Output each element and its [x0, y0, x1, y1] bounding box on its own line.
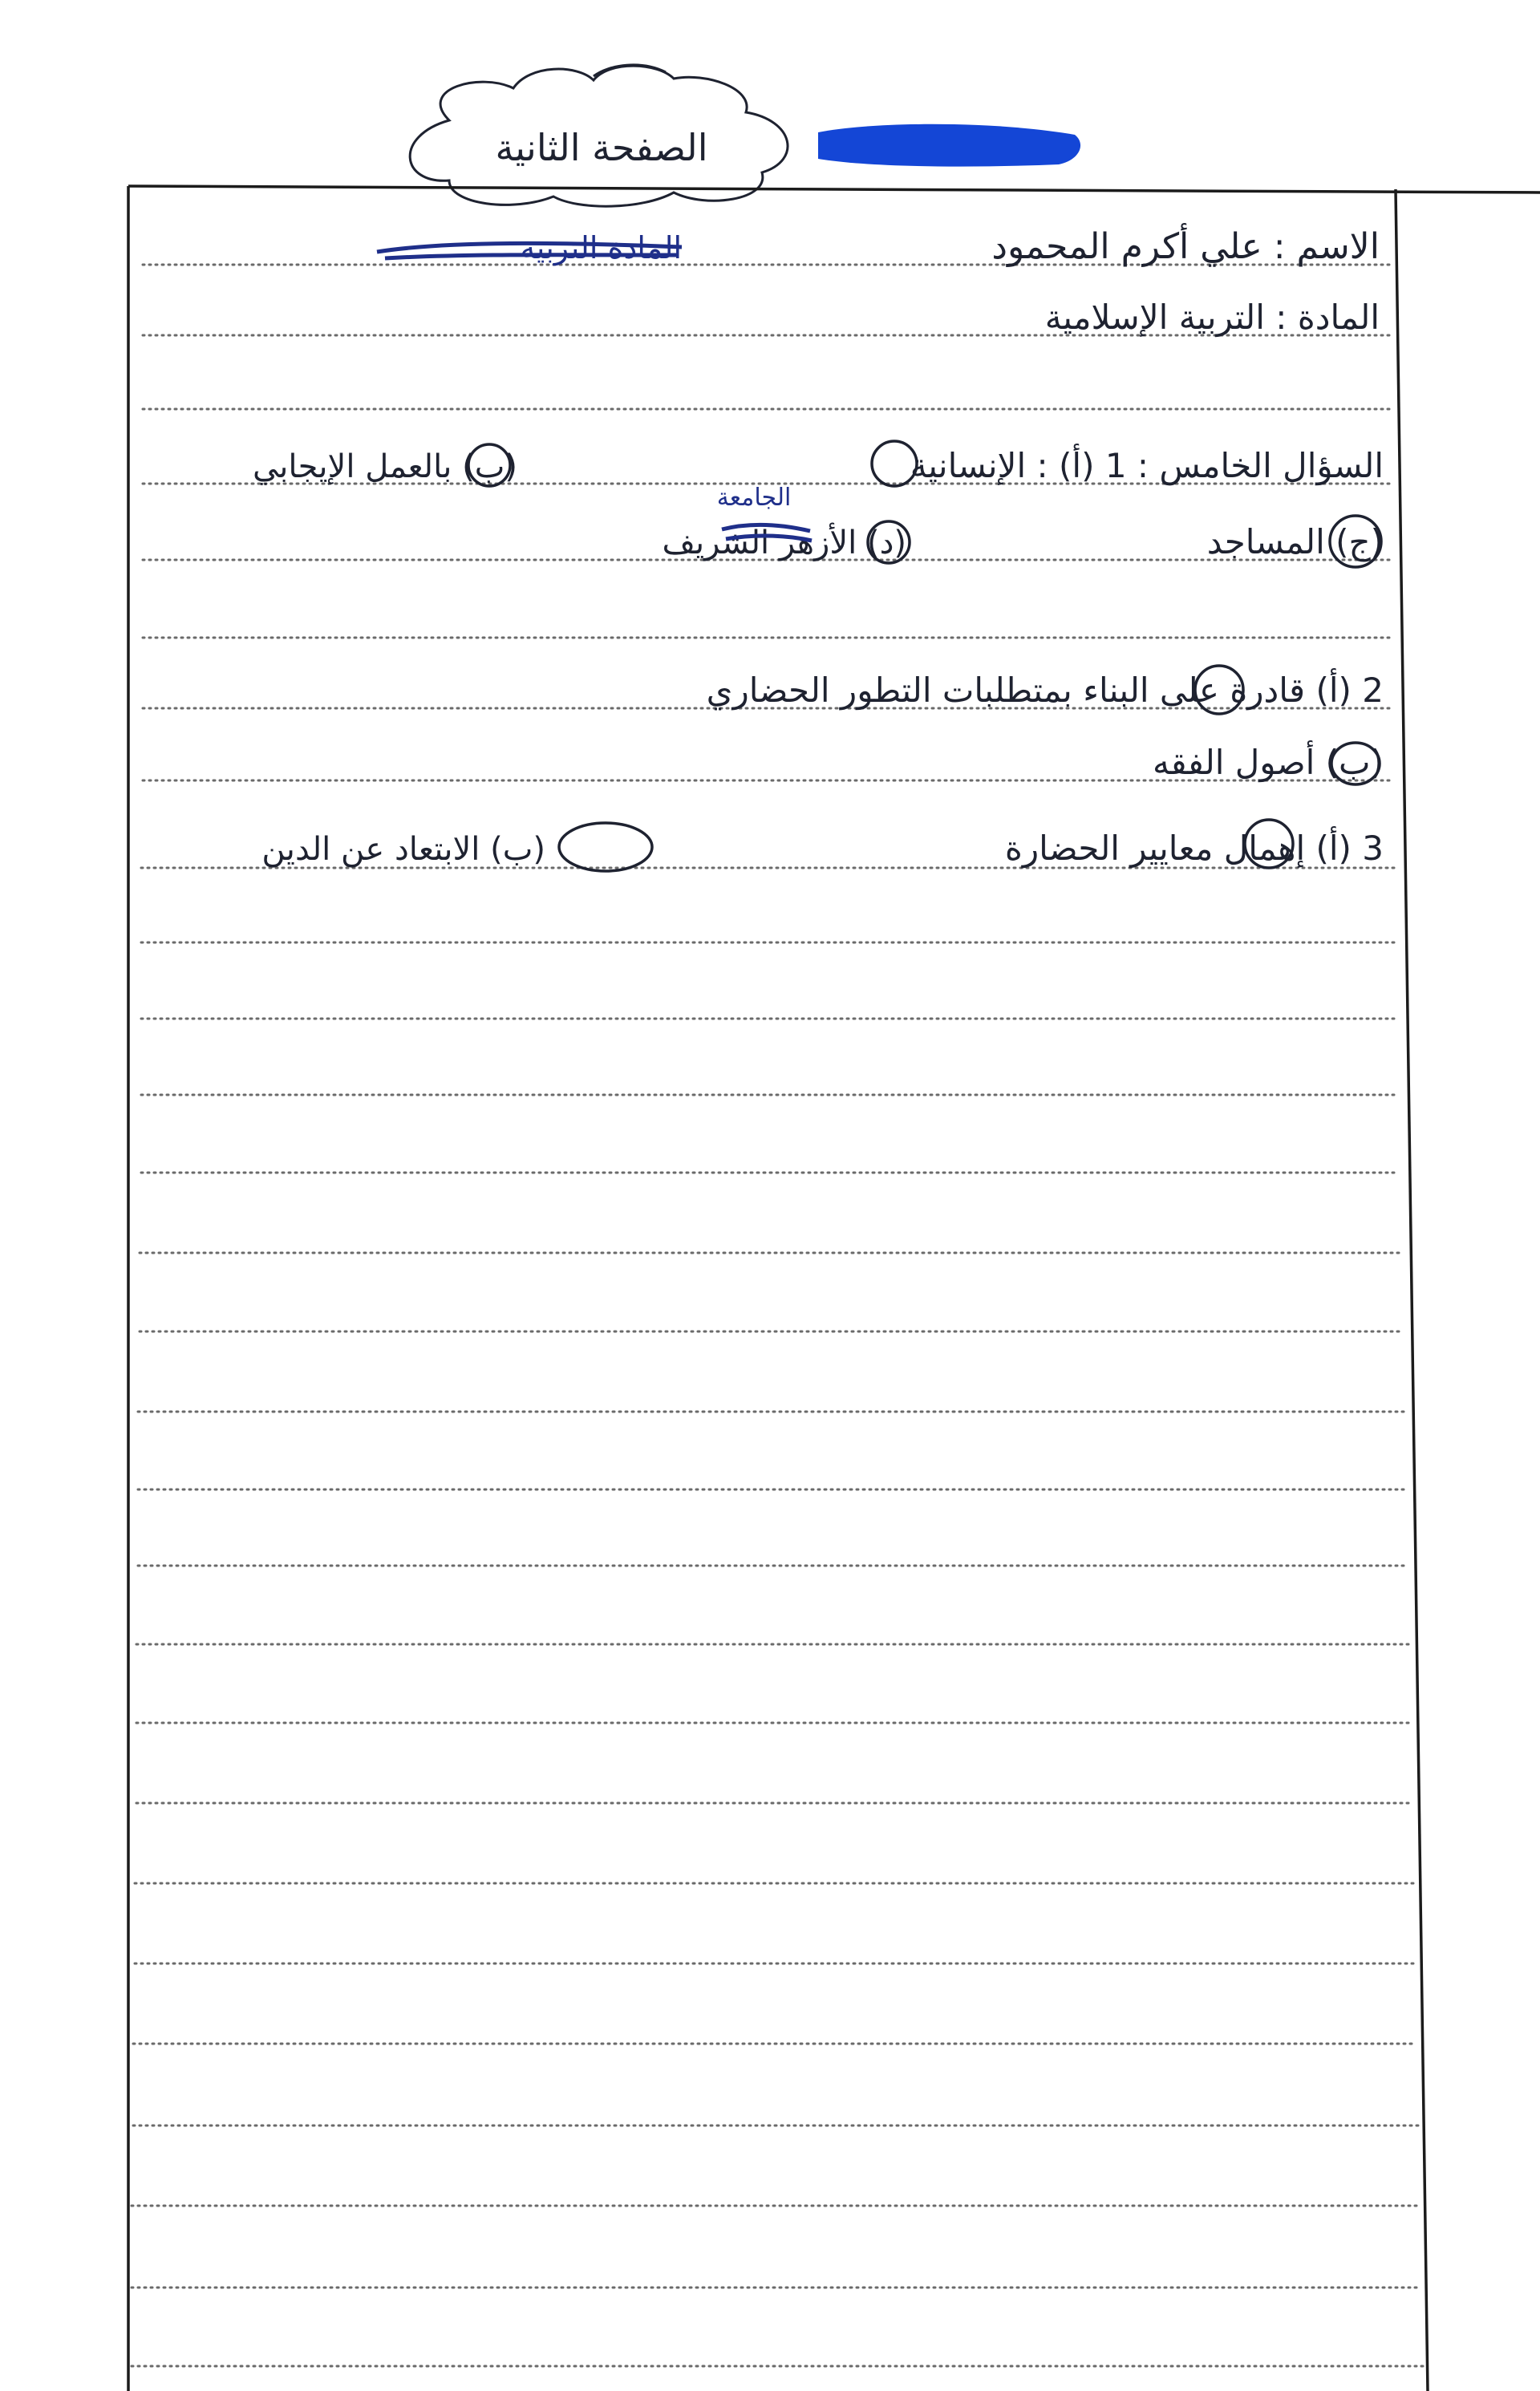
q5-line2: (ج) المساجد: [1206, 522, 1384, 561]
q5-line2-choice-d: (د) الأزهر الشريف: [662, 525, 906, 561]
student-name-line: الاسم : علي أكرم المحمود: [991, 226, 1380, 267]
page-header: الصفحة الثانية: [495, 126, 708, 169]
q5-line1: السؤال الخامس : 1 (أ) : الإنسانية: [910, 446, 1384, 485]
q5-part3: 3 (أ) إهمال معايير الحضارة: [1004, 829, 1384, 868]
frame-top: [128, 186, 1540, 192]
frame-right: [1396, 189, 1428, 2391]
struck-out-text: المادة التربية: [520, 230, 682, 265]
q5-part2a: 2 (أ) قادرة على البناء بمتطلبات التطور الحضاري: [706, 671, 1384, 710]
q5-part3-choice-b: (ب) الابتعاد عن الدين: [261, 831, 545, 868]
q5-part2b: (ب) أصول الفقه: [1152, 743, 1384, 782]
q5-line1-choice-b: (ب) بالعمل الإيجابي: [252, 448, 517, 485]
subject-line: المادة : التربية الإسلامية: [1044, 298, 1380, 337]
struck-out-word: الجامعة: [716, 484, 792, 512]
choice-3b-circle: [559, 823, 652, 871]
redaction-mark: [818, 124, 1080, 167]
ruled-lines: [132, 265, 1423, 2366]
